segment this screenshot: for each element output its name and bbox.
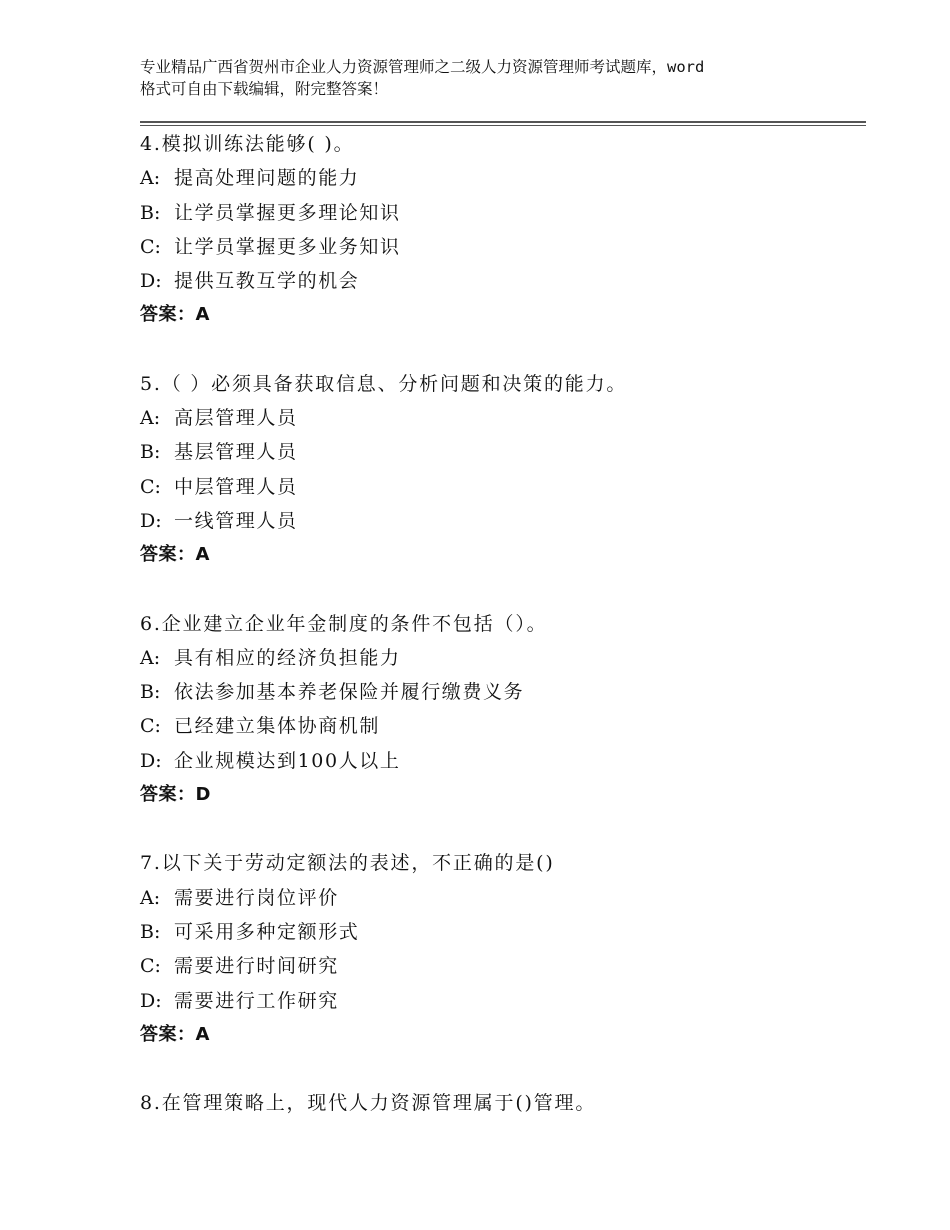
option-label: B: (140, 681, 161, 704)
option-text: 让学员掌握更多业务知识 (174, 235, 401, 258)
header-divider-thin (140, 125, 866, 126)
option-a (140, 881, 866, 915)
option-text: 高层管理人员 (174, 407, 298, 430)
option-a (140, 161, 866, 195)
option-text: 需要进行时间研究 (174, 955, 339, 978)
question-4 (140, 127, 866, 333)
option-text: 需要进行工作研究 (174, 989, 339, 1012)
option-label: A: (140, 407, 161, 430)
option-label: A: (140, 167, 161, 190)
answer-line: 答案：A (140, 1023, 210, 1045)
option-c (140, 470, 866, 504)
question-stem: 7.以下关于劳动定额法的表述，不正确的是() (140, 852, 555, 875)
option-b (140, 196, 866, 230)
option-label: A: (140, 886, 161, 909)
option-text: 具有相应的经济负担能力 (174, 646, 401, 669)
option-a (140, 641, 866, 675)
question-stem: 4.模拟训练法能够( )。 (140, 133, 355, 155)
header-title-line-1: 专业精品广西省贺州市企业人力资源管理师之二级人力资源管理师考试题库，word (140, 58, 705, 76)
option-b (140, 675, 866, 709)
option-text: 提供互教互学的机会 (174, 270, 360, 293)
option-label: D: (140, 509, 162, 532)
option-text: 需要进行岗位评价 (174, 886, 339, 909)
question-7 (140, 846, 866, 1052)
option-label: D: (140, 749, 162, 772)
option-text: 让学员掌握更多理论知识 (174, 201, 401, 224)
question-5 (140, 367, 866, 573)
option-label: C: (140, 235, 161, 258)
question-8 (140, 1086, 866, 1120)
option-label: B: (140, 920, 161, 943)
option-text: 中层管理人员 (174, 475, 298, 498)
option-text: 已经建立集体协商机制 (174, 715, 381, 738)
option-text: 企业规模达到100人以上 (174, 749, 401, 772)
option-text: 基层管理人员 (174, 441, 298, 464)
option-c (140, 709, 866, 743)
option-d (140, 744, 866, 778)
header-divider-thick (140, 121, 866, 123)
option-text: 可采用多种定额形式 (174, 920, 360, 943)
option-c (140, 949, 866, 983)
option-d (140, 264, 866, 298)
question-stem: 8.在管理策略上，现代人力资源管理属于()管理。 (140, 1092, 597, 1115)
option-a (140, 401, 866, 435)
answer-line: 答案：A (140, 304, 210, 326)
document-header (140, 56, 866, 100)
option-text: 提高处理问题的能力 (174, 167, 360, 190)
answer-line: 答案：D (140, 784, 211, 806)
option-label: C: (140, 715, 161, 738)
answer-line: 答案：A (140, 544, 210, 566)
option-b (140, 435, 866, 469)
question-stem: 5.（ ）必须具备获取信息、分析问题和决策的能力。 (140, 372, 628, 395)
header-title-line-2: 格式可自由下载编辑，附完整答案！ (140, 80, 389, 98)
option-c (140, 230, 866, 264)
option-label: B: (140, 441, 161, 464)
option-label: C: (140, 475, 161, 498)
question-stem: 6.企业建立企业年金制度的条件不包括（）。 (140, 612, 548, 635)
option-text: 依法参加基本养老保险并履行缴费义务 (174, 681, 525, 704)
option-b (140, 915, 866, 949)
option-label: D: (140, 989, 162, 1012)
option-text: 一线管理人员 (174, 509, 298, 532)
option-d (140, 984, 866, 1018)
question-6 (140, 607, 866, 813)
question-list (140, 127, 866, 1154)
option-label: D: (140, 270, 162, 293)
option-d (140, 504, 866, 538)
option-label: B: (140, 201, 161, 224)
option-label: C: (140, 955, 161, 978)
option-label: A: (140, 646, 161, 669)
